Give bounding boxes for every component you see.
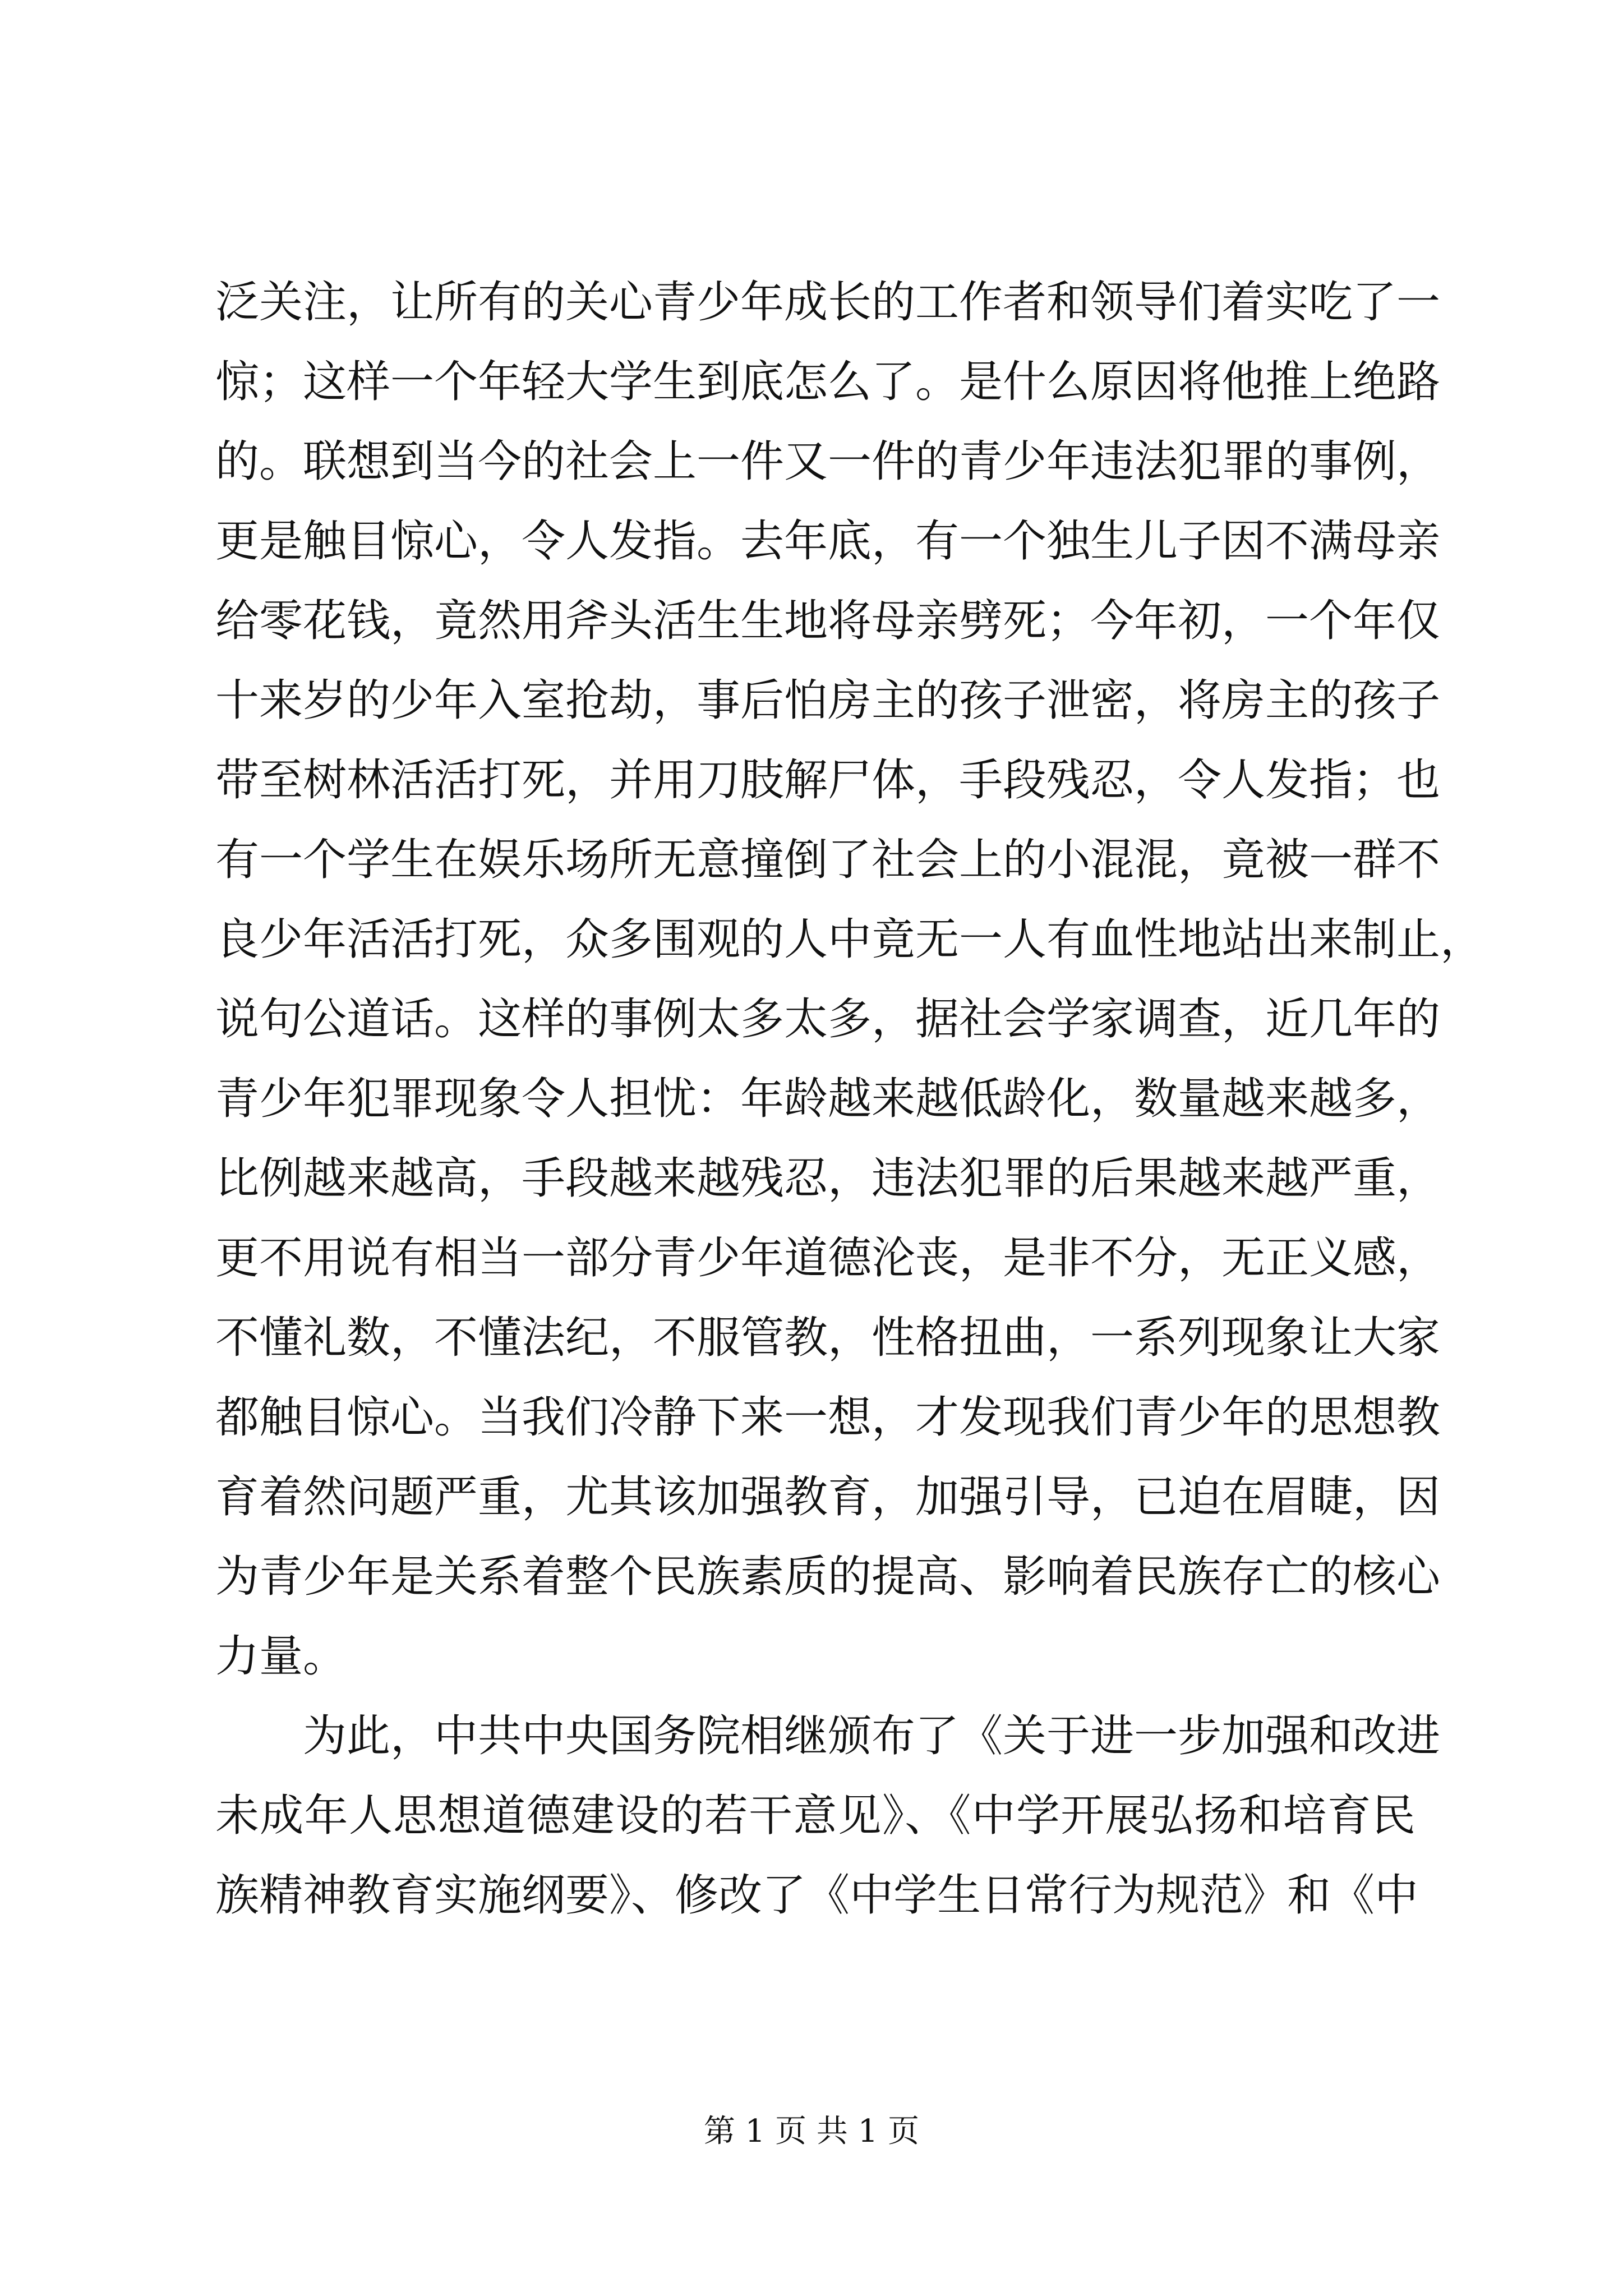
text-line: 更不用说有相当一部分青少年道德沦丧，是非不分，无正义感， [215, 1233, 1441, 1283]
text-line: 更是触目惊心，令人发指。去年底，有一个独生儿子因不满母亲 [215, 516, 1441, 567]
text-line: 有一个学生在娱乐场所无意撞倒了社会上的小混混，竟被一群不 [215, 835, 1441, 885]
text-line: 青少年犯罪现象令人担忧：年龄越来越低龄化，数量越来越多， [215, 1074, 1441, 1124]
text-line: 惊；这样一个年轻大学生到底怎么了。是什么原因将他推上绝路 [215, 357, 1441, 407]
text-line: 良少年活活打死，众多围观的人中竟无一人有血性地站出来制止， [215, 914, 1484, 965]
text-line: 育着然问题严重，尤其该加强教育，加强引导，已迫在眉睫，因 [215, 1472, 1441, 1522]
text-line: 带至树林活活打死，并用刀肢解尸体，手段残忍，令人发指；也 [215, 755, 1441, 806]
text-line: 比例越来越高，手段越来越残忍，违法犯罪的后果越来越严重， [215, 1153, 1441, 1204]
text-line: 不懂礼数，不懂法纪，不服管教，性格扭曲，一系列现象让大家 [215, 1313, 1441, 1363]
text-line: 为青少年是关系着整个民族素质的提高、影响着民族存亡的核心 [215, 1552, 1441, 1602]
text-line: 的。联想到当今的社会上一件又一件的青少年违法犯罪的事例， [215, 436, 1441, 487]
body-text [215, 263, 1484, 1935]
text-line: 族精神教育实施纲要》、修改了《中学生日常行为规范》和《中 [215, 1870, 1419, 1921]
text-line: 给零花钱，竟然用斧头活生生地将母亲劈死；今年初，一个年仅 [215, 596, 1441, 646]
text-line: 说句公道话。这样的事例太多太多，据社会学家调查，近几年的 [215, 994, 1441, 1045]
text-line: 力量。 [215, 1631, 347, 1682]
text-line: 为此，中共中央国务院相继颁布了《关于进一步加强和改进 [303, 1711, 1441, 1761]
page-footer: 第 1 页 共 1 页 [703, 2113, 920, 2150]
text-line: 十来岁的少年入室抢劫，事后怕房主的孩子泄密，将房主的孩子 [215, 675, 1441, 726]
text-line: 未成年人思想道德建设的若干意见》、《中学开展弘扬和培育民 [215, 1791, 1415, 1841]
text-line: 都触目惊心。当我们冷静下来一想，才发现我们青少年的思想教 [215, 1392, 1441, 1443]
text-line: 泛关注，让所有的关心青少年成长的工作者和领导们着实吃了一 [215, 277, 1441, 328]
